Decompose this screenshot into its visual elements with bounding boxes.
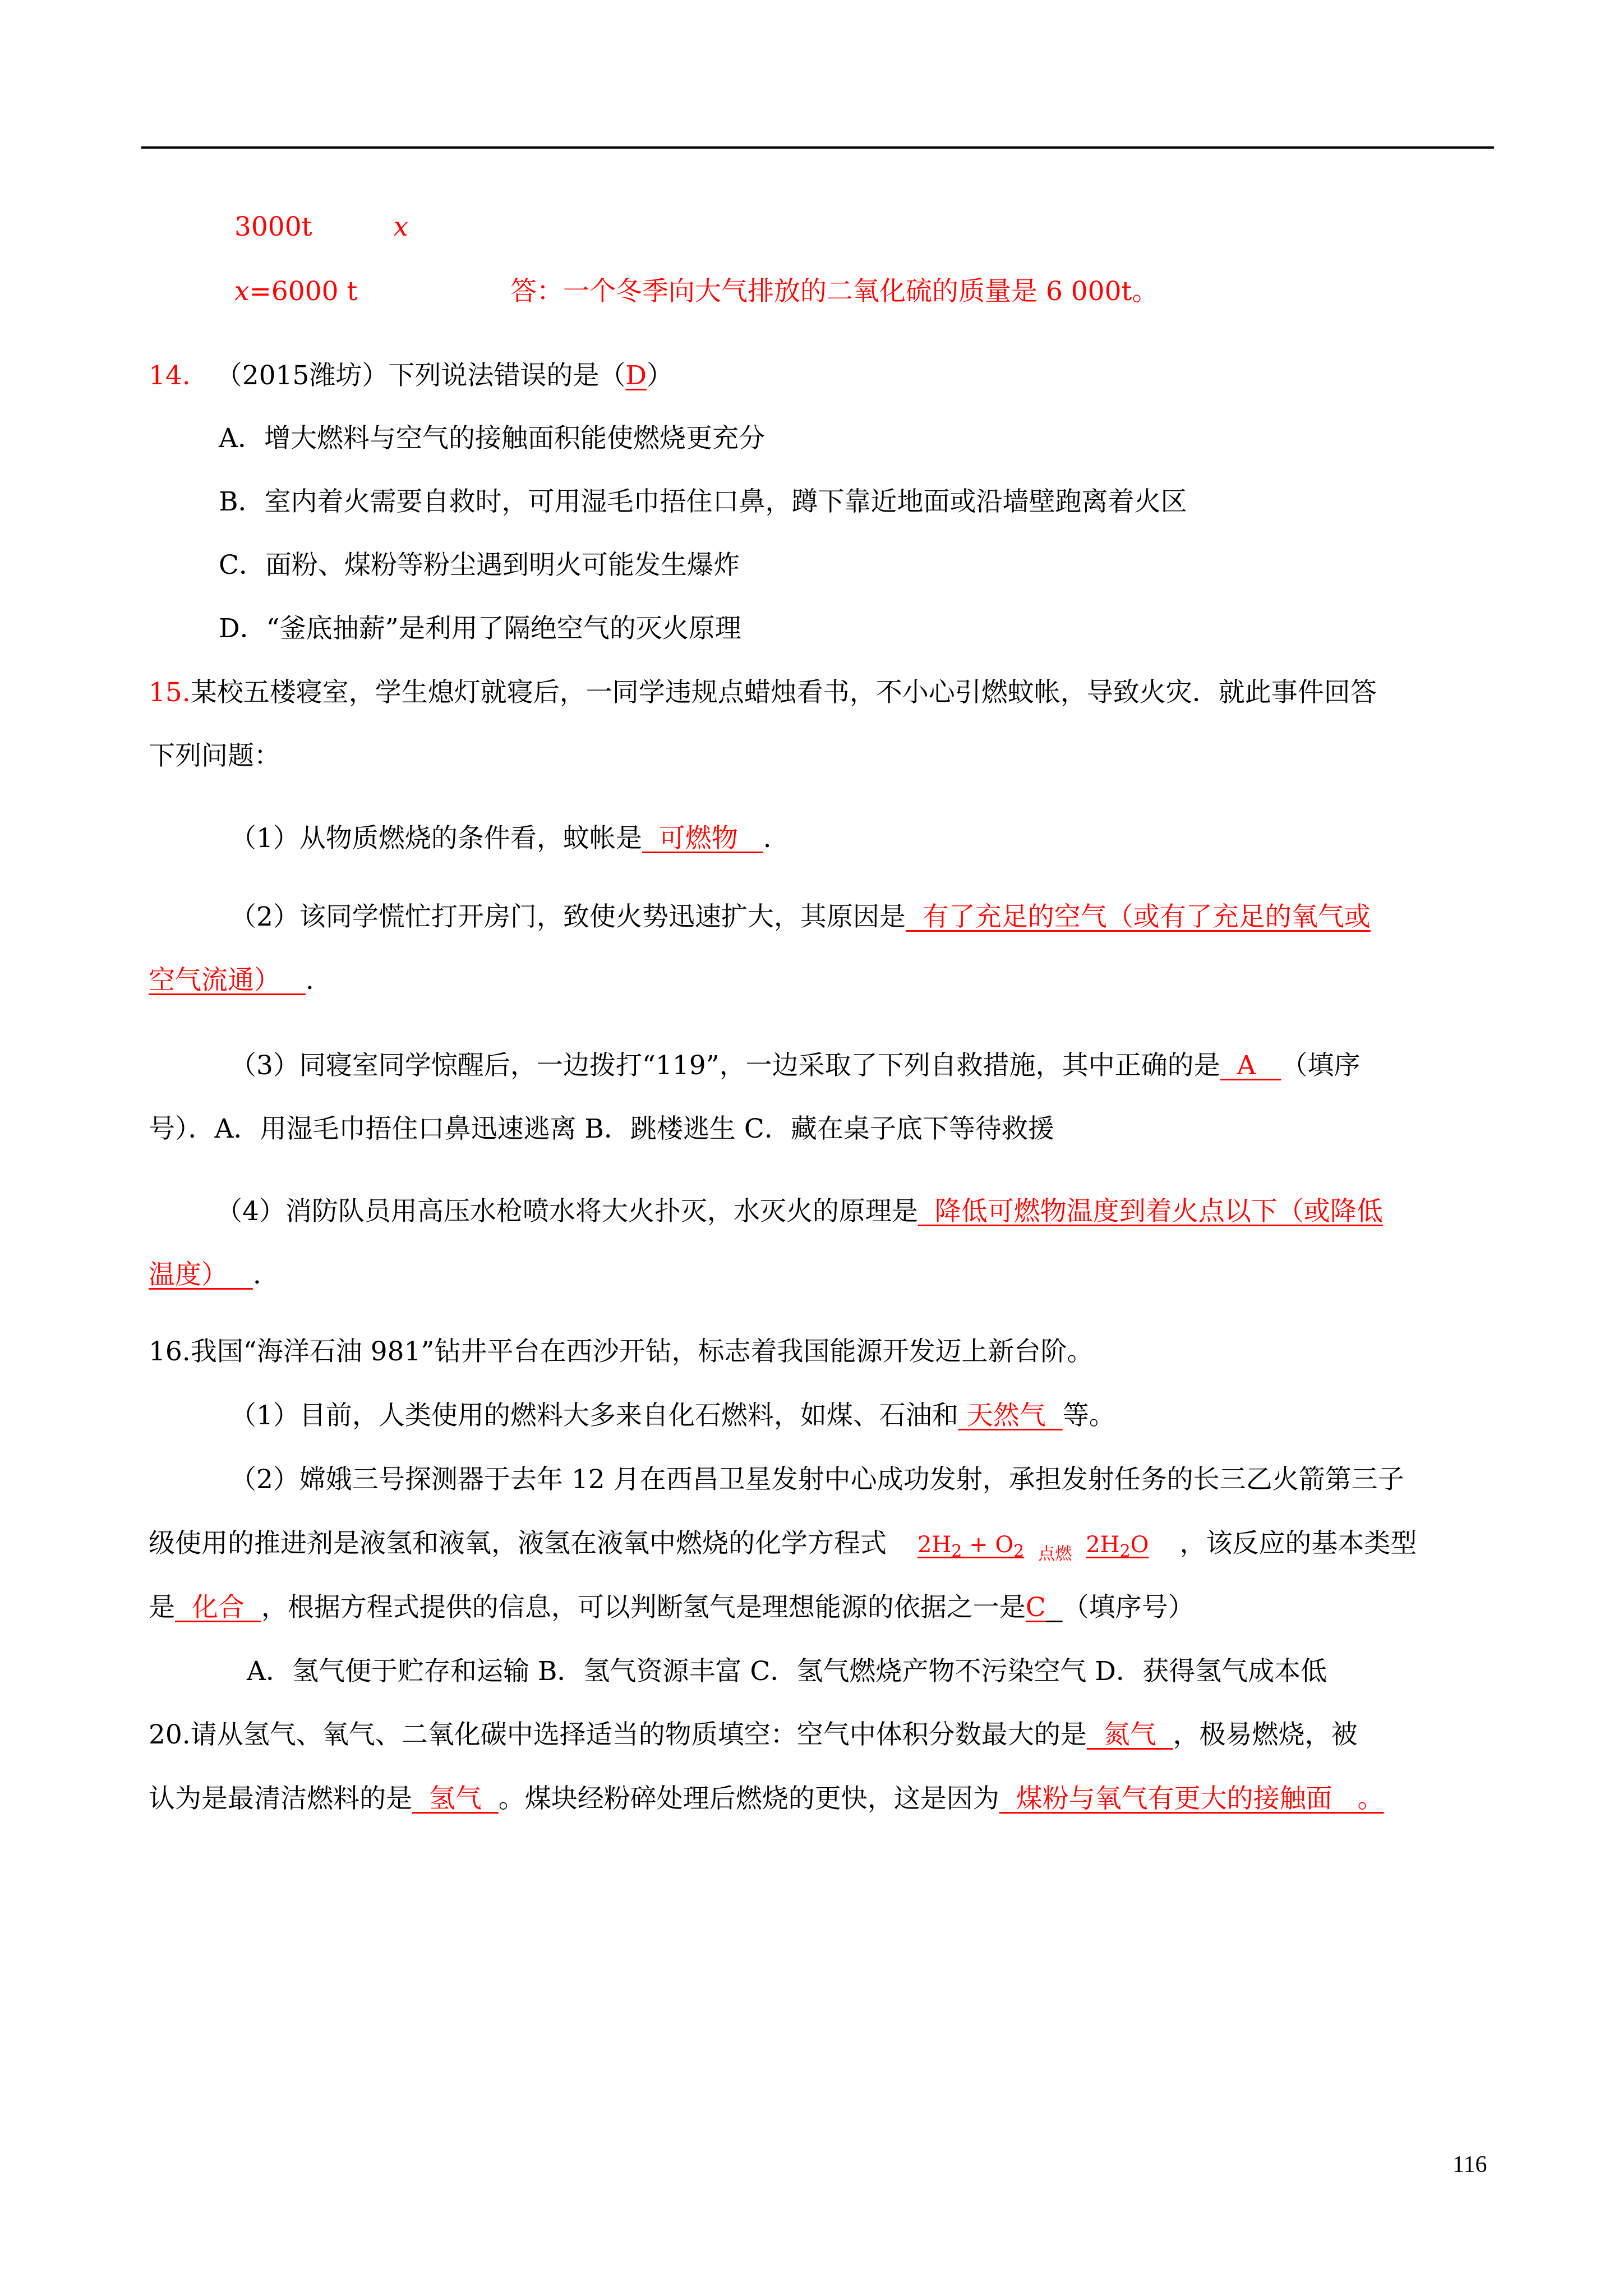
- q14-option-d: D．“釜底抽薪”是利用了隔绝空气的灭火原理: [219, 613, 741, 644]
- q14-number: 14.: [149, 360, 191, 391]
- page-number: 116: [1453, 2152, 1487, 2178]
- q15-number: 15.: [149, 677, 191, 708]
- q20-answer-1: 氮气: [1086, 1719, 1173, 1750]
- q20-line-1: 20.请从氢气、氧气、二氧化碳中选择适当的物质填空：空气中体积分数最大的是 氮气 ，极易燃烧，被: [149, 1719, 1358, 1750]
- q14-answer: D: [625, 360, 647, 391]
- q15-part-3-line-1: （3）同寝室同学惊醒后，一边拨打“119”，一边采取了下列自救措施，其中正确的是 A （填序: [230, 1050, 1361, 1081]
- q15-part-4-answer: 降低可燃物温度到着火点以下（或降低: [917, 1196, 1383, 1227]
- q14-option-c: C．面粉、煤粉等粉尘遇到明火可能发生爆炸: [219, 550, 740, 581]
- q20-line-2: 认为是最清洁燃料的是 氢气 。煤块经粉碎处理后燃烧的更快，这是因为 煤粉与氧气有更大的接触面 。: [149, 1783, 1384, 1814]
- q15-part-3-answer: A: [1220, 1050, 1281, 1081]
- q15-part-4-line-2: 温度） .: [149, 1259, 261, 1290]
- calc-answer-statement: 答：一个冬季向大气排放的二氧化硫的质量是 6 000t。: [510, 276, 1159, 307]
- q15-stem-line-2: 下列问题：: [149, 740, 280, 771]
- q20-answer-3: 煤粉与氧气有更大的接触面 。: [999, 1783, 1384, 1814]
- q15-part-2-answer: 有了充足的空气（或有了充足的氧气或: [905, 901, 1371, 932]
- q15-stem-line-1: [149, 676, 1377, 710]
- q14-option-a: A．增大燃料与空气的接触面积能使燃烧更充分: [219, 423, 765, 454]
- calc-x: x: [234, 276, 250, 307]
- q14-option-b: B．室内着火需要自救时，可用湿毛巾捂住口鼻，蹲下靠近地面或沿墙壁跑离着火区: [219, 486, 1187, 517]
- q16-reaction-type-answer: 化合: [175, 1592, 261, 1623]
- q20-number: 20.: [149, 1719, 191, 1750]
- calc-mass-value: 3000t: [234, 211, 312, 242]
- q14-stem: 14. （2015潍坊）下列说法错误的是（D）: [149, 360, 674, 391]
- q15-part-4-answer-cont: 温度）: [149, 1259, 253, 1290]
- q16-number: 16.: [149, 1336, 191, 1367]
- q16-options: A．氢气便于贮存和运输 B．氢气资源丰富 C．氢气燃烧产物不污染空气 D．获得氢气成本低: [247, 1656, 1327, 1687]
- q15-part-1-answer: 可燃物: [642, 823, 763, 854]
- q15-part-3-line-2: 号）．A．用湿毛巾捂住口鼻迅速逃离 B．跳楼逃生 C．藏在桌子底下等待救援: [149, 1114, 1054, 1144]
- calc-line-1: [234, 210, 408, 244]
- q16-part-1-answer: 天然气: [958, 1400, 1063, 1431]
- calc-line-2: [234, 275, 1159, 309]
- header-rule: [141, 146, 1494, 149]
- q15-part-4-line-1: （4）消防队员用高压水枪喷水将大火扑灭，水灭火的原理是 降低可燃物温度到着火点以下（或降低: [216, 1196, 1383, 1227]
- q16-stem: [149, 1335, 1093, 1369]
- q15-part-1: （1）从物质燃烧的条件看，蚊帐是 可燃物 .: [230, 823, 772, 854]
- q14-text: （2015潍坊）下列说法错误的是（: [215, 360, 626, 391]
- q16-part-2-line-2: 级使用的推进剂是液氢和液氧，液氢在液氧中燃烧的化学方程式 $2H_2 + O_2$ 点燃 $2H_2O$ ，该反应的基本类型: [149, 1528, 1417, 1564]
- q16-part-2-line-1: （2）嫦娥三号探测器于去年 12 月在西昌卫星发射中心成功发射，承担发射任务的长三乙火箭第三子: [230, 1464, 1404, 1495]
- q16-reason-answer: C: [1025, 1592, 1046, 1623]
- chemical-equation: $2H_2 + O_2$ 点燃 $2H_2O$: [917, 1532, 1149, 1564]
- calc-result: =6000 t: [249, 276, 358, 307]
- q15-text: 某校五楼寝室，学生熄灯就寝后，一同学违规点蜡烛看书，不小心引燃蚊帐，导致火灾．就此事件回答: [190, 677, 1377, 708]
- q15-part-2-line-2: 空气流通） .: [149, 965, 314, 996]
- calc-unknown: x: [393, 211, 408, 242]
- q15-part-2-answer-cont: 空气流通）: [149, 965, 306, 996]
- q20-answer-2: 氢气: [412, 1783, 499, 1814]
- q16-part-1: （1）目前，人类使用的燃料大多来自化石燃料，如煤、石油和 天然气 等。: [230, 1400, 1115, 1431]
- q16-text: 我国“海洋石油 981”钻井平台在西沙开钻，标志着我国能源开发迈上新台阶。: [190, 1336, 1094, 1367]
- q15-part-2-line-1: （2）该同学慌忙打开房门，致使火势迅速扩大，其原因是 有了充足的空气（或有了充足的氧气或: [230, 901, 1371, 932]
- q16-part-2-line-3: 是 化合 ，根据方程式提供的信息，可以判断氢气是理想能源的依据之一是C （填序号）: [149, 1592, 1195, 1623]
